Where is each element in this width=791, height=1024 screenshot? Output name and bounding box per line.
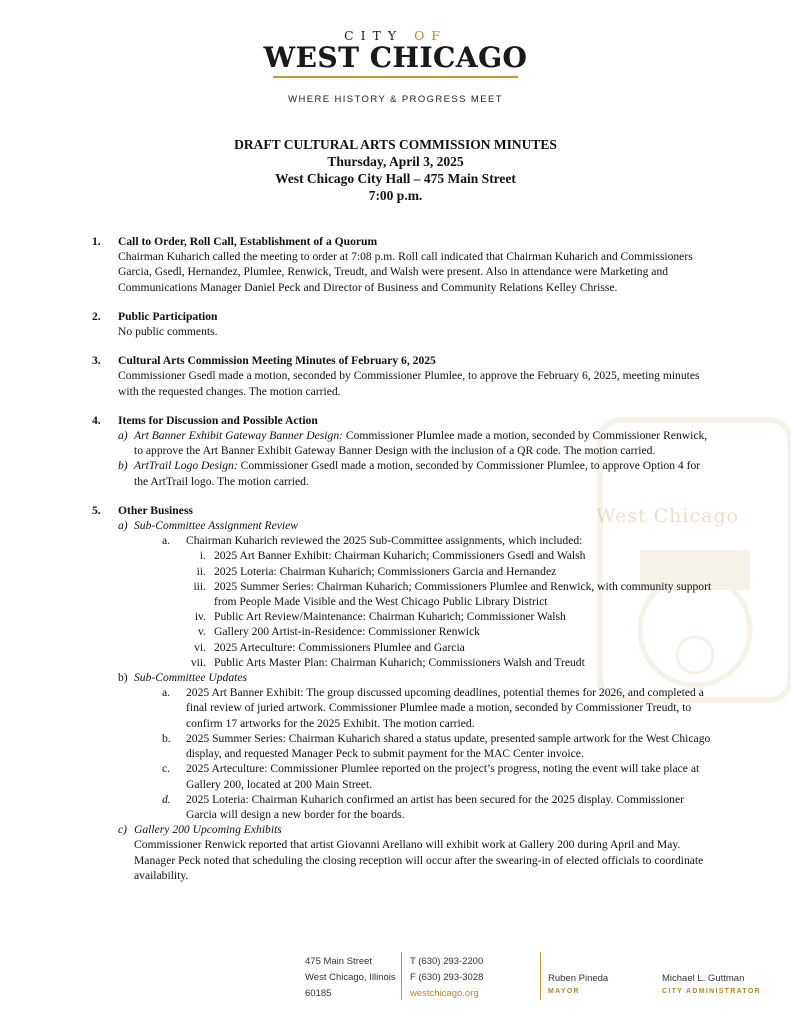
assignment-list [92, 548, 717, 670]
update-item-text: 2025 Arteculture: Commissioner Plumlee reported on the project’s progress, noting the event will take place at Gallery 200, located at 200 Main Street. [186, 762, 700, 791]
list-item-label: ii. [196, 564, 206, 578]
logo-tagline: WHERE HISTORY & PROGRESS MEET [288, 94, 503, 105]
section-2 [92, 309, 717, 339]
list-item-text: 2025 Arteculture: Commissioners Plumlee and Garcia [214, 640, 465, 654]
subitem-title: Gallery 200 Upcoming Exhibits [134, 823, 282, 837]
logo-underline [273, 76, 518, 78]
item-text: Chairman Kuharich reviewed the 2025 Sub-Committee assignments, which included: [186, 534, 583, 548]
list-item-text: Public Arts Master Plan: Chairman Kuharich; Commissioners Walsh and Treudt [214, 655, 585, 669]
section-number: 2. [92, 309, 101, 323]
subitem-c-body: Commissioner Renwick reported that artist Giovanni Arellano will exhibit work at Gallery 200 during April and May. Manager Peck noted that scheduling the closing reception will occur after the swearing-in of elected officials to coordinate availability. [134, 838, 704, 882]
subitem-title: Sub-Committee Assignment Review [134, 519, 298, 533]
section-heading: Items for Discussion and Possible Action [118, 413, 318, 427]
list-item-label: v. [198, 625, 206, 639]
section-body: No public comments. [118, 325, 218, 339]
page-footer [0, 950, 791, 1010]
subitem-title: Sub-Committee Updates [134, 671, 248, 685]
subitem-title: ArtTrail Logo Design: [134, 459, 238, 473]
footer-mayor [548, 972, 608, 998]
assignment-list-item [172, 564, 717, 579]
subitem-b [118, 458, 717, 488]
section-heading: Call to Order, Roll Call, Establishment of a Quorum [118, 235, 378, 248]
list-item-label: vi. [194, 640, 206, 654]
update-item [162, 731, 717, 761]
update-item-label: b. [162, 731, 171, 745]
mayor-role: MAYOR [548, 988, 580, 995]
update-item [162, 792, 717, 822]
assignment-list-item [172, 548, 717, 563]
item-label: a. [162, 534, 171, 548]
list-item-label: i. [199, 549, 206, 563]
subitem-label: b) [118, 459, 128, 473]
assignment-list-item [172, 609, 717, 624]
logo-city-name: WEST CHICAGO [263, 41, 528, 74]
subitem-b [118, 670, 717, 685]
administrator-name: Michael L. Guttman [662, 973, 745, 984]
subitem-a [118, 518, 717, 533]
watermark-text: West Chicago [596, 505, 740, 527]
assignment-list-item [172, 579, 717, 609]
subitem-label: a) [118, 429, 128, 443]
update-item [162, 685, 717, 731]
list-item-label: vii. [190, 655, 206, 669]
section-heading: Other Business [118, 503, 193, 517]
updates-list [92, 685, 717, 822]
subitem-title: Art Banner Exhibit Gateway Banner Design: [134, 429, 343, 443]
address-line-2: West Chicago, Illinois [305, 972, 396, 983]
assignment-list-item [172, 655, 717, 670]
subitem-body: Commissioner Gsedl made a motion, seconded by Commissioner Plumlee, to approve Option 4 for the ArtTrail logo. The motion carried. [134, 459, 701, 488]
list-item-text: 2025 Loteria: Chairman Kuharich; Commissioners Garcia and Hernandez [214, 564, 557, 578]
assignment-list-item [172, 640, 717, 655]
subitem-label: b) [118, 671, 128, 685]
title-line-4: 7:00 p.m. [368, 188, 423, 203]
list-item-label: iv. [194, 610, 206, 624]
footer-divider [401, 952, 402, 1000]
administrator-role: CITY ADMINISTRATOR [662, 988, 761, 995]
assignment-review-item [162, 533, 717, 548]
update-item-label: c. [162, 762, 171, 776]
section-1 [92, 234, 717, 295]
mayor-name: Ruben Pineda [548, 973, 609, 984]
section-5 [92, 503, 717, 883]
logo-city-word: CITY [344, 28, 404, 43]
update-item-label: a. [162, 686, 171, 700]
section-body: Commissioner Gsedl made a motion, seconded by Commissioner Plumlee, to approve the February 6, 2025, meeting minutes with the requested changes. The motion carried. [118, 369, 700, 398]
minutes-title [0, 136, 791, 204]
list-item-label: iii. [193, 579, 206, 593]
section-heading: Public Participation [118, 309, 218, 323]
title-line-1: DRAFT CULTURAL ARTS COMMISSION MINUTES [234, 137, 557, 152]
list-item-text: Gallery 200 Artist-in-Residence: Commissioner Renwick [214, 625, 480, 639]
section-heading: Cultural Arts Commission Meeting Minutes of February 6, 2025 [118, 354, 436, 368]
fax-number: F (630) 293-3028 [410, 972, 484, 983]
update-item-label: d. [162, 792, 171, 806]
footer-administrator [662, 972, 761, 998]
section-number: 1. [92, 235, 101, 248]
section-number: 3. [92, 354, 101, 368]
title-line-2: Thursday, April 3, 2025 [327, 154, 464, 169]
subitem-label: a) [118, 519, 128, 533]
title-line-3: West Chicago City Hall – 475 Main Street [275, 171, 516, 186]
website-link[interactable]: westchicago.org [410, 988, 479, 999]
update-item-text: 2025 Art Banner Exhibit: The group discussed upcoming deadlines, potential themes for 2026, and completed a final review of juried artwork. Commissioner Plumlee made a motion, seconded by Commissioner Treudt, to confirm 17 artworks for the 2025 Exhibit. The motion carried. [186, 686, 704, 730]
update-item-text: 2025 Summer Series: Chairman Kuharich shared a status update, presented sample artwork for the West Chicago display, and requested Manager Peck to submit payment for the MAC Center invoice. [186, 731, 711, 761]
section-3 [92, 353, 717, 399]
footer-contact [410, 954, 483, 1002]
update-item [162, 761, 717, 791]
phone-number: T (630) 293-2200 [410, 956, 484, 967]
subitem-label: c) [118, 823, 128, 837]
assignment-list-item [172, 624, 717, 639]
footer-divider [540, 952, 541, 1000]
section-body: Chairman Kuharich called the meeting to order at 7:08 p.m. Roll call indicated that Chairman Kuharich and Commissioners Garcia, Gsedl, Hernandez, Plumlee, Renwick, Treudt, and Walsh were present. Also in attendance were Marketing and Communications Manager Daniel Peck and Director of Business and Community Relations Kelley Chrisse. [118, 250, 693, 294]
list-item-text: 2025 Art Banner Exhibit: Chairman Kuharich; Commissioners Gsedl and Walsh [214, 549, 586, 563]
section-number: 4. [92, 413, 101, 427]
footer-address [305, 954, 396, 1002]
list-item-text: 2025 Summer Series: Chairman Kuharich; Commissioners Plumlee and Renwick, with community support from People Made Visible and the West Chicago Public Library District [214, 579, 712, 609]
address-line-3: 60185 [305, 988, 332, 999]
update-item-text: 2025 Loteria: Chairman Kuharich confirmed an artist has been secured for the 2025 display. Commissioner Garcia will design a new border for the boards. [186, 792, 684, 821]
section-4 [92, 413, 717, 489]
section-number: 5. [92, 503, 101, 517]
subitem-a [118, 428, 717, 458]
logo-of-word: OF [414, 28, 447, 43]
subitem-c [118, 822, 717, 837]
minutes-content [92, 234, 717, 897]
address-line-1: 475 Main Street [305, 956, 373, 967]
city-logo [0, 28, 791, 78]
list-item-text: Public Art Review/Maintenance: Chairman Kuharich; Commissioner Walsh [214, 610, 566, 624]
subitem-body: Commissioner Plumlee made a motion, seconded by Commissioner Renwick, to approve the Art Banner Exhibit Gateway Banner Design with the inclusion of a QR code. The motion carried. [134, 429, 708, 458]
